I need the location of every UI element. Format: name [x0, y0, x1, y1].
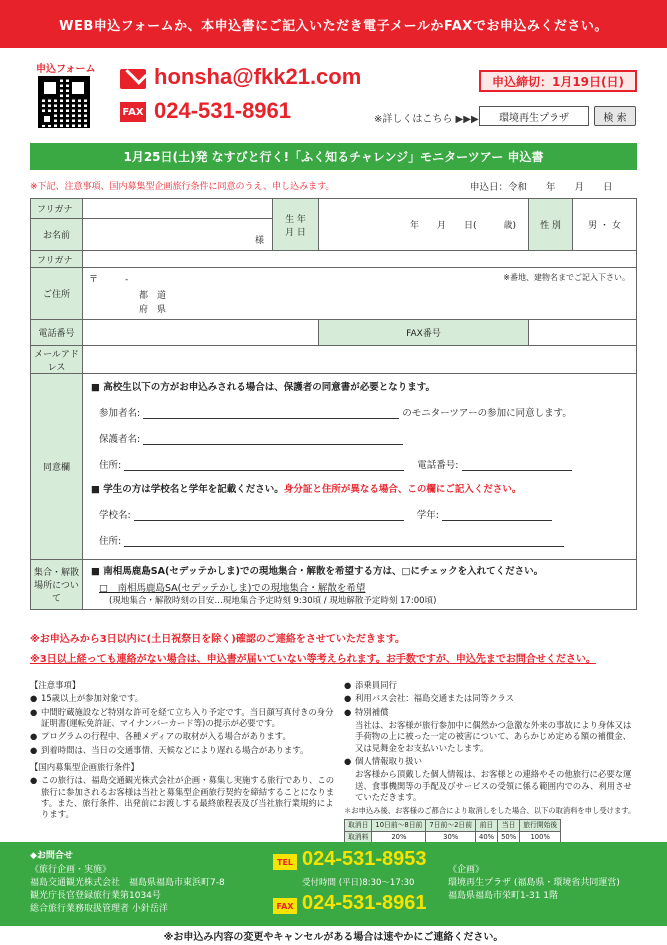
furigana-address-field[interactable] — [83, 251, 637, 268]
student-address-label: 住所: — [99, 536, 122, 547]
consent-text: のモニターツアーの参加に同意します。 — [402, 408, 572, 419]
cancel-header: 当日 — [498, 820, 520, 832]
square-bullet-icon: ■ — [91, 382, 104, 393]
student-heading: 学生の方は学校名と学年を記載ください。 — [103, 484, 284, 495]
right-note-3: ● 特別補償 — [344, 707, 639, 718]
prefecture-line1: 都 道 — [139, 291, 167, 301]
grade-label: 学年: — [416, 510, 439, 521]
qr-code-icon[interactable] — [38, 76, 90, 128]
postal-code: 〒 - — [89, 275, 129, 285]
cancel-fee-table — [344, 819, 561, 844]
conditions-title: 【国内募集型企画旅行条件】 — [30, 762, 139, 773]
cancel-value: 100% — [520, 832, 561, 844]
student-address-field[interactable] — [124, 535, 564, 547]
consent-section — [83, 374, 637, 560]
cancel-header: 取消日 — [345, 820, 372, 832]
fax-label: FAX番号 — [319, 320, 529, 346]
application-form — [30, 198, 637, 610]
consent-label: 同意欄 — [31, 374, 83, 560]
guardian-field[interactable] — [143, 433, 403, 445]
right-note-4-text: お客様から頂戴した個人情報は、お客様との連絡やその他旅行に必要な運送、食事機関等の手配及びサービスの受領に係る範囲内でのみ、利用させていただきます。 — [355, 769, 632, 803]
table-row — [345, 820, 561, 832]
square-bullet-icon: ■ — [91, 484, 104, 495]
footer-fax-icon: FAX — [273, 898, 297, 914]
notes-title: 【注意事項】 — [30, 680, 81, 690]
phone-field[interactable] — [83, 320, 319, 346]
name-field[interactable] — [83, 219, 273, 251]
phone-label: 電話番号 — [31, 320, 83, 346]
cancel-value: 50% — [498, 832, 520, 844]
contact-note-2: ※3日以上経っても連絡がない場合は、申込書が届いていない等考えられます。お手数ですが、申込先までお問合せください。 — [30, 654, 596, 665]
fax-field[interactable] — [529, 320, 637, 346]
sama-suffix: 様 — [254, 236, 264, 246]
bottom-note: ※お申込み内容の変更やキャンセルがある場合は速やかにご連絡ください。 — [163, 932, 504, 943]
search-input[interactable]: 環境再生プラザ — [479, 106, 589, 126]
cancel-value: 取消料 — [345, 832, 372, 844]
notes-column — [30, 680, 335, 823]
organizer-line-1: 福島交通観光株式会社 福島県福島市東浜町7-8 — [30, 878, 225, 888]
top-banner — [0, 0, 667, 48]
note-item: ● 中間貯蔵施設など特別な許可を経て立ち入り予定です。当日顔写真付きの身分証明書(運転免許証、マイナンバーカード等)の提示が必要です。 — [30, 707, 335, 730]
meeting-label: 集合・解散 場所について — [31, 560, 83, 610]
tel-icon: TEL — [273, 854, 297, 870]
furigana-field[interactable] — [83, 199, 273, 219]
cancel-header: 旅行開始後 — [520, 820, 561, 832]
form-title — [30, 143, 637, 170]
guardian-address-label: 住所: — [99, 460, 122, 471]
fax-icon: FAX — [120, 102, 146, 122]
email-field[interactable] — [83, 346, 637, 374]
planner-line-2: 福島県福島市栄町1-31 1階 — [448, 891, 559, 901]
contact-note-1: ※お申込みから3日以内に(土日祝祭日を除く)確認のご連絡をさせていただきます。 — [30, 634, 406, 645]
address-label: ご住所 — [31, 268, 83, 320]
note-item: ● プログラムの行程中、各種メディアの取材が入る場合があります。 — [30, 731, 335, 742]
gender-field[interactable]: 男 ・ 女 — [573, 199, 637, 251]
dob-label: 生 年 月 日 — [273, 199, 319, 251]
guardian-phone-field[interactable] — [462, 459, 572, 471]
meeting-section — [83, 560, 637, 610]
note-item: ● 到着時間は、当日の交通事情、天候などにより遅れる場合があります。 — [30, 745, 335, 756]
footer-fax: 024-531-8961 — [302, 892, 427, 914]
cancel-header: 10日前〜8日前 — [372, 820, 426, 832]
meeting-checkbox[interactable]: □ 南相馬鹿島SA(セデッテかしま)での現地集合・解散を希望 — [99, 583, 366, 594]
right-note-2: ● 利用バス会社：福島交通または同等クラス — [344, 693, 639, 704]
cancel-value: 30% — [426, 832, 476, 844]
address-note: ※番地、建物名までご記入下さい。 — [503, 273, 630, 282]
details-label: ※詳しくはこちら ▶▶▶ — [374, 114, 479, 125]
right-notes-column — [344, 680, 639, 845]
participant-field[interactable] — [143, 407, 399, 419]
school-label: 学校名: — [99, 510, 131, 521]
mail-icon — [120, 69, 146, 89]
address-field[interactable] — [83, 268, 637, 320]
note-item: ● 15歳以上が参加対象です。 — [30, 693, 335, 704]
organizer-label: 《旅行企画・実施》 — [30, 865, 112, 875]
banner-text: WEB申込フォームか、本申込書にご記入いただき電子メールかFAXでお申込みください。 — [59, 18, 608, 34]
cancel-note: ＊お申込み後、お客様のご都合により取消しをした場合、以下の取消料を申し受けます。 — [344, 806, 636, 816]
deadline-badge: 申込締切：1月19日(日) — [479, 70, 637, 92]
search-button[interactable]: 検 索 — [594, 106, 636, 126]
conditions-item: ● この旅行は、福島交通観光株式会社が企画・募集し実施する旅行であり、この旅行に参加されるお客様は当社と募集型企画旅行契約を締結することになります。また、旅行条件、出発前にお渡しする最終旅程表及び当社旅行業規約によります。 — [30, 775, 335, 820]
grade-field[interactable] — [442, 509, 552, 521]
fax-number: 024-531-8961 — [154, 98, 292, 123]
planner-line-1: 環境再生プラザ (福島県・環境省共同運営) — [448, 878, 620, 888]
agreement-notice: ※下記、注意事項、国内募集型企画旅行条件に同意のうえ、申し込みます。 — [30, 182, 335, 192]
footer-tel[interactable]: 024-531-8953 — [302, 848, 427, 870]
right-note-1: ● 添乗員同行 — [344, 680, 639, 691]
form-title-text: 1月25日(土)発 なすびと行く!「ふく知るチャレンジ」モニターツアー 申込書 — [123, 150, 544, 164]
planner-label: 《企画》 — [448, 865, 485, 875]
footer-hours: 受付時間 (平日)8:30〜17:30 — [302, 878, 415, 888]
school-field[interactable] — [134, 509, 404, 521]
cancel-value: 20% — [372, 832, 426, 844]
participant-label: 参加者名: — [99, 408, 141, 419]
organizer-line-3: 総合旅行業務取扱管理者 小針岳洋 — [30, 904, 168, 914]
guardian-phone-label: 電話番号: — [417, 460, 459, 471]
meeting-heading: 南相馬鹿島SA(セデッテかしま)での現地集合・解散を希望する方は、□にチェックを入れてください。 — [103, 566, 544, 577]
application-date: 申込日：令和 年 月 日 — [470, 182, 613, 193]
right-note-4: ● 個人情報取り扱い — [344, 756, 639, 767]
email-label: メールアドレス — [31, 346, 83, 374]
cancel-value: 40% — [476, 832, 498, 844]
gender-label: 性 別 — [529, 199, 573, 251]
name-label: お名前 — [31, 219, 83, 251]
guardian-label: 保護者名: — [99, 434, 141, 445]
furigana-label: フリガナ — [31, 199, 83, 219]
dob-field[interactable]: 年 月 日( 歳) — [319, 199, 529, 251]
consent-heading: 高校生以下の方がお申込みされる場合は、保護者の同意書が必要となります。 — [103, 382, 436, 393]
right-note-3-text: 当社は、お客様が旅行参加中に偶然かつ急激な外来の事故により身体又は手荷物の上に被った一定の被害について、あらかじめ定める額の補償金、又は見舞金をお支払いいたします。 — [355, 720, 632, 753]
prefecture-line2: 府 県 — [139, 305, 167, 315]
qr-label: 申込フォーム — [36, 64, 96, 75]
cancel-header: 前日 — [476, 820, 498, 832]
meeting-time: (現地集合・解散時刻の目安…現地集合予定時刻 9:30頃 / 現地解散予定時刻 17:00頃) — [109, 596, 437, 606]
guardian-address-field[interactable] — [124, 459, 404, 471]
organizer-line-2: 観光庁長官登録旅行業第1034号 — [30, 891, 161, 901]
cancel-header: 7日前〜2日前 — [426, 820, 476, 832]
footer — [0, 842, 667, 926]
square-bullet-icon: ■ — [91, 566, 104, 577]
inquiry-label: ◆お問合せ — [30, 851, 73, 861]
furigana-address-label: フリガナ — [31, 251, 83, 268]
email-address[interactable]: honsha@fkk21.com — [154, 64, 362, 89]
student-heading-note: 身分証と住所が異なる場合、この欄にご記入ください。 — [283, 484, 522, 495]
